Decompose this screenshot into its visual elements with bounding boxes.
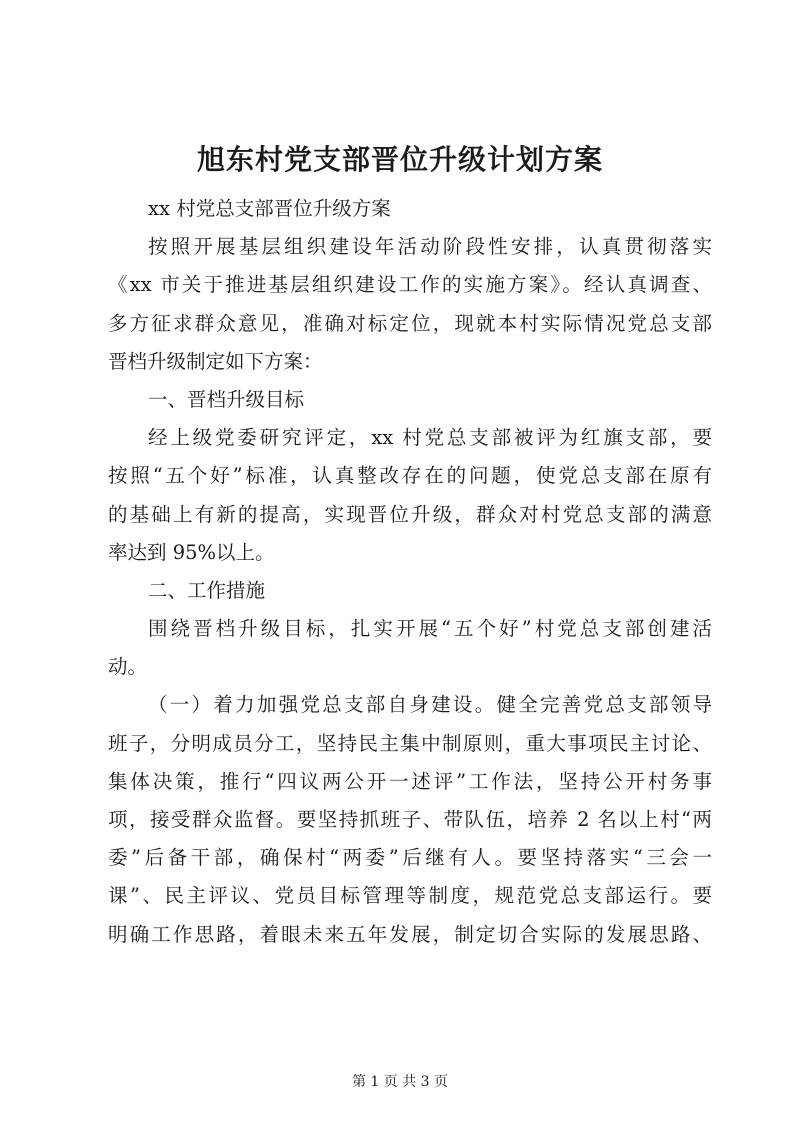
- paragraph-line: 集体决策，推行“四议两公开一述评”工作法，坚持公开村务事: [108, 769, 712, 793]
- section-heading: 二、工作措施: [148, 578, 266, 602]
- paragraph-line: 按照开展基层组织建设年活动阶段性安排，认真贯彻落实: [148, 235, 712, 259]
- paragraph-line: 晋档升级制定如下方案：: [108, 349, 323, 373]
- document-body: [108, 190, 712, 954]
- paragraph-line: 的基础上有新的提高，实现晋位升级，群众对村党总支部的满意: [108, 502, 712, 526]
- subtitle-line: xx 村党总支部晋位升级方案: [148, 197, 391, 220]
- section-heading: 一、晋档升级目标: [148, 387, 305, 411]
- paragraph-line: 明确工作思路，着眼未来五年发展，制定切合实际的发展思路、: [108, 922, 712, 946]
- paragraph-line: 率达到 95%以上。: [108, 540, 275, 564]
- paragraph-line: 《xx 市关于推进基层组织建设工作的实施方案》。经认真调查、: [108, 273, 712, 297]
- paragraph-line: 按照“五个好”标准，认真整改存在的问题，使党总支部在原有: [108, 464, 712, 488]
- paragraph-line: 委”后备干部，确保村“两委”后继有人。要坚持落实“三会一: [108, 846, 712, 870]
- paragraph-line: 班子，分明成员分工，坚持民主集中制原则，重大事项民主讨论、: [108, 731, 712, 755]
- paragraph-line: 课”、民主评议、党员目标管理等制度，规范党总支部运行。要: [108, 884, 712, 908]
- document-title: 旭东村党支部晋位升级计划方案: [196, 143, 603, 176]
- paragraph-line: （一）着力加强党总支部自身建设。健全完善党总支部领导: [148, 693, 712, 717]
- paragraph-line: 动。: [108, 655, 148, 679]
- paragraph-line: 围绕晋档升级目标，扎实开展“五个好”村党总支部创建活: [148, 617, 712, 641]
- paragraph-line: 多方征求群众意见，准确对标定位，现就本村实际情况党总支部: [108, 311, 712, 335]
- paragraph-line: 项，接受群众监督。要坚持抓班子、带队伍，培养 2 名以上村“两: [108, 808, 712, 831]
- paragraph-line: 经上级党委研究评定，xx 村党总支部被评为红旗支部，要: [148, 426, 712, 450]
- page-number-footer: 第 1 页 共 3 页: [351, 1074, 449, 1090]
